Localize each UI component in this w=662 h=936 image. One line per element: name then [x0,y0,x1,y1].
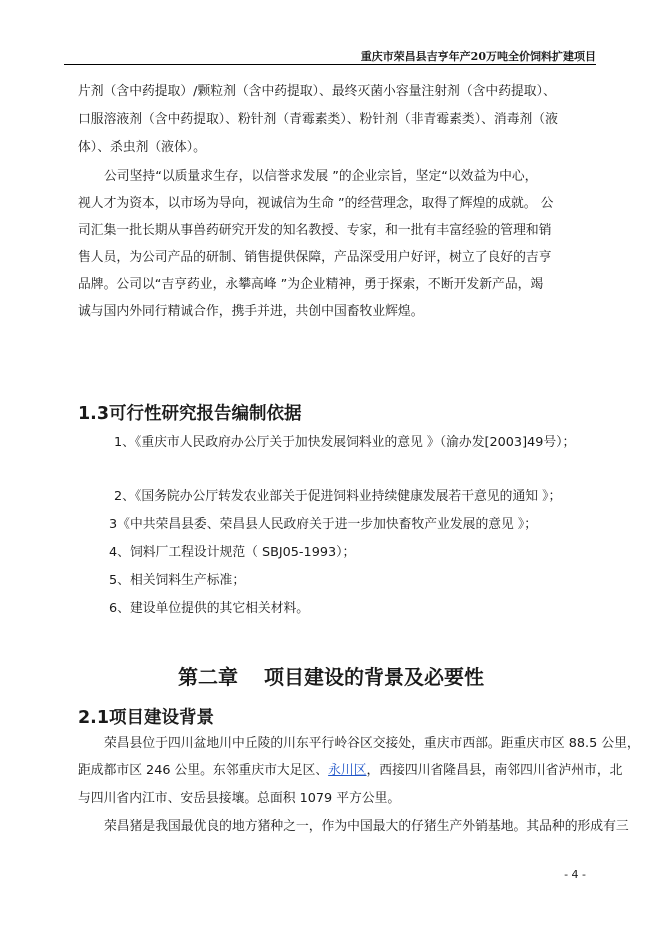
paragraph-line: 片剂（含中药提取）/颗粒剂（含中药提取）、最终灭菌小容量注射剂（含中药提取）、 [78,84,556,99]
paragraph-line: 品牌。公司以“吉亨药业，永攀高峰 ”为企业精神，勇于探索，不断开发新产品，竭 [78,277,544,292]
running-header: 重庆市荣昌县吉亨年产20万吨全价饲料扩建项目 [360,50,596,63]
header-rule [64,64,596,65]
paragraph-line: 口服溶液剂（含中药提取）、粉针剂（青霉素类）、粉针剂（非青霉素类）、消毒剂（液 [78,112,558,127]
section-heading-1-3: 1.3可行性研究报告编制依据 [78,404,302,424]
paragraph-line: 荣昌猪是我国最优良的地方猪种之一，作为中国最大的仔猪生产外销基地。其品种的形成有三 [104,819,629,834]
page-number: - 4 - [564,868,586,881]
reference-item: 6、建设单位提供的其它相关材料。 [109,601,310,616]
text-run: ，西接四川省隆昌县，南邻四川省泸州市，北 [366,763,623,778]
reference-item: 4、饲料厂工程设计规范（ SBJ05-1993）； [109,545,356,560]
reference-item: 1、《重庆市人民政府办公厅关于加快发展饲料业的意见 》（渝办发[2003]49号）； [114,435,576,450]
paragraph-line: 与四川省内江市、安岳县接壤。总面积 1079 平方公里。 [78,791,401,806]
paragraph-line: 售人员，为公司产品的研制、销售提供保障，产品深受用户好评，树立了良好的吉亨 [78,250,552,265]
text-run: 距成都市区 246 公里。东邻重庆市大足区、 [78,763,329,778]
paragraph-line: 视人才为资本，以市场为导向，视诚信为生命 ”的经营理念，取得了辉煌的成就。 公 [78,196,554,211]
chapter-number: 第二章 [178,665,238,689]
paragraph-line: 荣昌县位于四川盆地川中丘陵的川东平行岭谷区交接处，重庆市西部。距重庆市区 88.5 公里， [104,736,640,751]
paragraph-line: 体）、杀虫剂（液体）。 [78,140,206,155]
reference-item: 3《中共荣昌县委、荣昌县人民政府关于进一步加快畜牧产业发展的意见 》； [109,517,538,532]
paragraph-line: 诚与国内外同行精诚合作，携手并进，共创中国畜牧业辉煌。 [78,304,424,319]
chapter-heading: 项目建设的背景及必要性 [264,665,484,689]
chapter-title [0,661,662,690]
section-heading-2-1: 2.1项目建设背景 [78,708,215,728]
paragraph-line: 公司坚持“以质量求生存，以信誉求发展 ”的企业宗旨，坚定“以效益为中心， [104,169,538,184]
paragraph-line: 司汇集一批长期从事兽药研究开发的知名教授、专家，和一批有丰富经验的管理和销 [78,223,552,238]
reference-item: 5、相关饲料生产标准； [109,573,246,588]
reference-item: 2、《国务院办公厅转发农业部关于促进饲料业持续健康发展若干意见的通知 》； [114,489,562,504]
paragraph-line [78,765,622,778]
yongchuan-link[interactable]: 永川区 [328,763,367,778]
